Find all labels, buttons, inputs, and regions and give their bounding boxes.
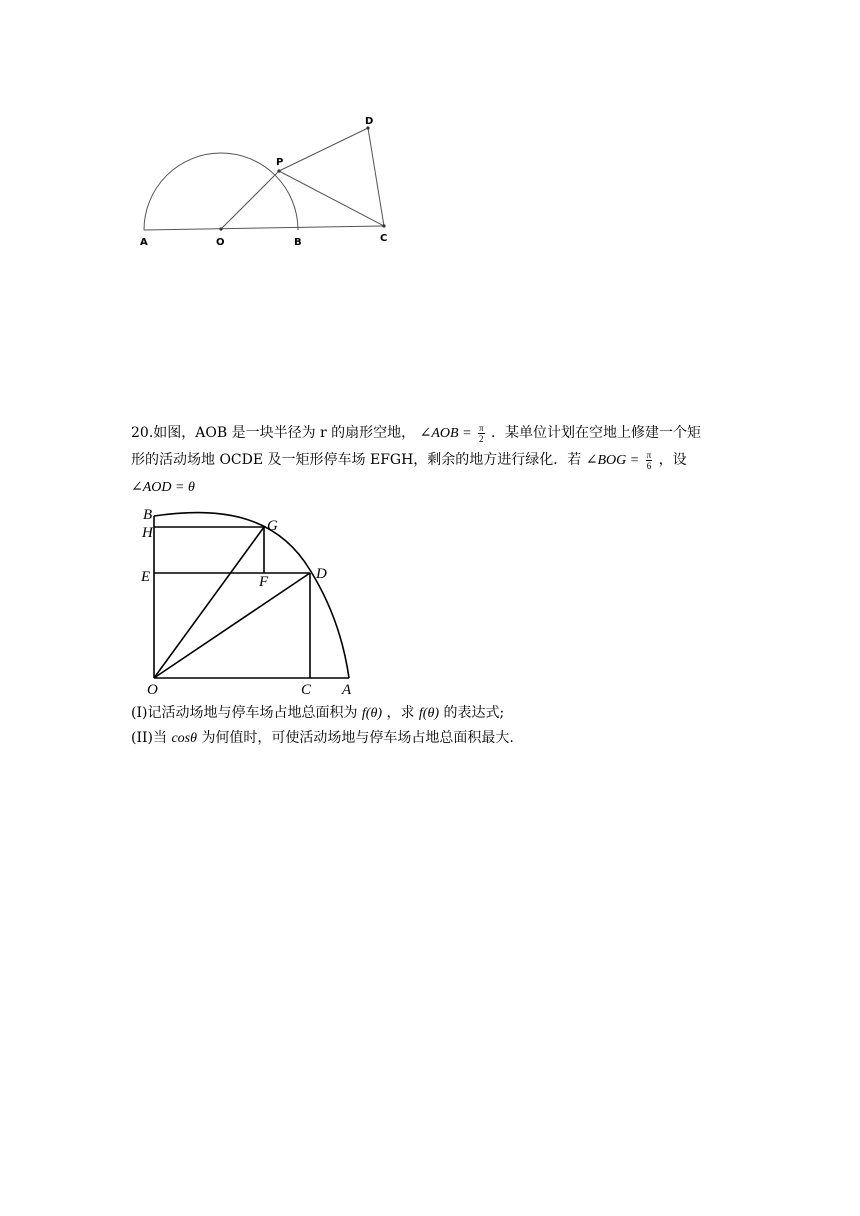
label-c2: C: [301, 682, 312, 698]
angle-aob: ∠AOB =: [419, 426, 472, 441]
label-d: D: [365, 116, 374, 127]
line-od: [154, 573, 310, 678]
problem-line-3: [131, 474, 731, 501]
expr-f-theta-2: f(θ): [418, 706, 440, 721]
segment-dc: [368, 128, 384, 226]
label-a: A: [140, 237, 148, 248]
segment-op: [221, 171, 279, 229]
label-a2: A: [342, 682, 352, 698]
problem-line-1: [131, 420, 731, 447]
problem-line2-text: 形的活动场地 OCDE 及一矩形停车场 EFGH，剩余的地方进行绿化．若: [131, 452, 582, 468]
label-p: P: [276, 157, 284, 168]
problem-line2-rest: ，设: [658, 452, 687, 468]
label-o2: O: [147, 682, 158, 698]
figure-semicircle: [130, 110, 400, 255]
label-c: C: [380, 233, 388, 244]
problem-intro: 20.如图，AOB 是一块半径为 r 的扇形空地，: [131, 425, 416, 441]
question-2: (II)当 cosθ 为何值时，可使活动场地与停车场占地总面积最大.: [131, 730, 514, 746]
expr-cos-theta: cosθ: [171, 731, 197, 746]
baseline: [144, 226, 384, 230]
question-1: (I)记活动场地与停车场占地总面积为 f(θ) ，求 f(θ) 的表达式;: [131, 705, 505, 721]
label-b2: B: [143, 507, 153, 523]
questions: [131, 701, 731, 751]
angle-aod: ∠AOD = θ: [131, 480, 195, 495]
label-f: F: [259, 574, 269, 590]
segment-pd: [279, 128, 368, 171]
semicircle-arc: [144, 153, 298, 230]
label-b: B: [294, 237, 302, 248]
expr-f-theta: f(θ): [361, 706, 383, 721]
label-e: E: [141, 569, 151, 585]
segment-pc: [279, 171, 384, 226]
problem-line-2: [131, 447, 731, 474]
label-h: H: [142, 525, 153, 541]
fraction-pi-over-6: $\frac{\pi}{6}$: [646, 449, 652, 471]
angle-bog: ∠BOG =: [585, 453, 640, 468]
line-og: [154, 527, 264, 678]
fraction-pi-over-2: $\frac{\pi}{2}$: [479, 422, 484, 444]
label-d2: D: [316, 566, 327, 582]
sector-arc: [154, 512, 349, 678]
figure-sector: [135, 500, 365, 700]
problem-line1-rest: ．某单位计划在空地上修建一个矩: [491, 425, 701, 441]
problem-text: [131, 420, 731, 501]
label-o: O: [216, 237, 225, 248]
label-g: G: [267, 518, 278, 534]
